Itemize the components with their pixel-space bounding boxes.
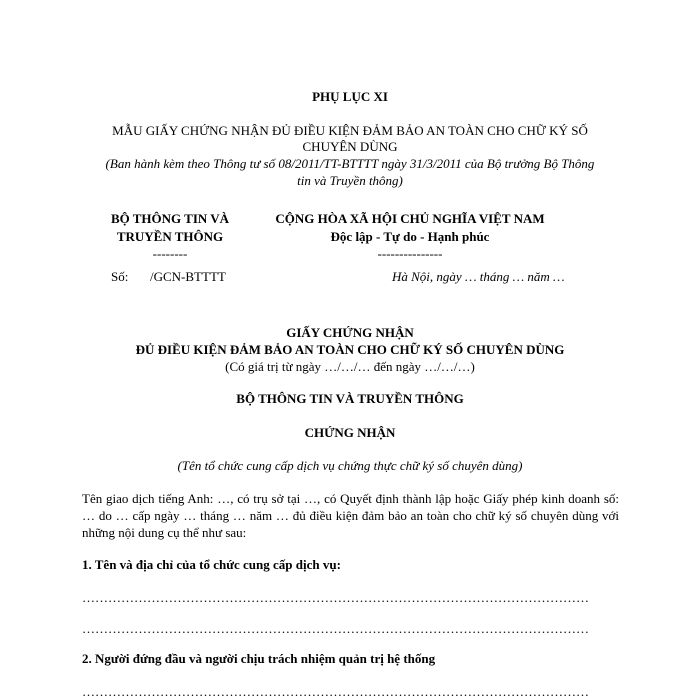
national-motto: Độc lập - Tự do - Hạnh phúc bbox=[330, 229, 490, 244]
certifies-heading: CHỨNG NHẬN bbox=[304, 425, 396, 440]
form-title-line1: MẪU GIẤY CHỨNG NHẬN ĐỦ ĐIỀU KIỆN ĐẢM BẢO AN TOÀN CHO CHỮ KÝ SỐ bbox=[112, 123, 588, 138]
appendix-title: PHỤ LỤC XI bbox=[312, 89, 388, 104]
certificate-title-line2: ĐỦ ĐIỀU KIỆN ĐẢM BẢO AN TOÀN CHO CHỮ KÝ SỐ CHUYÊN DÙNG bbox=[135, 342, 565, 357]
form-title-line2: CHUYÊN DÙNG bbox=[302, 139, 398, 154]
republic-heading: CỘNG HÒA XÃ HỘI CHỦ NGHĨA VIỆT NAM bbox=[275, 211, 545, 226]
body-paragraph: Tên giao dịch tiếng Anh: …, có trụ sở tại …, có Quyết định thành lập hoặc Giấy phép kinh doanh số: … do … cấp ngày … tháng … năm … đủ điều kiện đảm bảo an toàn cho chữ ký số chuyên dùng với những nội dung cụ thể như sau: bbox=[82, 491, 619, 540]
issuing-ministry-line2: TRUYỀN THÔNG bbox=[116, 229, 224, 244]
ministry-separator: -------- bbox=[152, 246, 188, 261]
fill-line: ……………………………………………………………………………………………………… bbox=[82, 590, 589, 605]
certificate-title-line1: GIẤY CHỨNG NHẬN bbox=[286, 325, 414, 340]
provider-name-hint: (Tên tổ chức cung cấp dịch vụ chứng thực chữ ký số chuyên dùng) bbox=[177, 458, 523, 473]
section-1-heading: 1. Tên và địa chỉ của tổ chức cung cấp dịch vụ: bbox=[82, 557, 341, 572]
validity-period: (Có giá trị từ ngày …/…/… đến ngày …/…/…) bbox=[225, 359, 475, 374]
section-2-heading: 2. Người đứng đầu và người chịu trách nhiệm quản trị hệ thống bbox=[82, 651, 436, 666]
issued-note-line1: (Ban hành kèm theo Thông tư số 08/2011/TT-BTTTT ngày 31/3/2011 của Bộ trưởng Bộ Thông bbox=[105, 156, 595, 171]
issued-note-line2: tin và Truyền thông) bbox=[297, 173, 403, 188]
issuing-ministry-line1: BỘ THÔNG TIN VÀ bbox=[110, 211, 230, 226]
ministry-full-name: BỘ THÔNG TIN VÀ TRUYỀN THÔNG bbox=[236, 391, 464, 406]
document-number-value: /GCN-BTTTT bbox=[150, 269, 226, 284]
fill-line: ……………………………………………………………………………………………………… bbox=[82, 621, 589, 636]
place-date-line: Hà Nội, ngày … tháng … năm … bbox=[392, 269, 565, 284]
document-number-label: Số: bbox=[111, 269, 129, 284]
fill-line: ……………………………………………………………………………………………………… bbox=[82, 684, 589, 699]
motto-separator: --------------- bbox=[377, 246, 443, 261]
